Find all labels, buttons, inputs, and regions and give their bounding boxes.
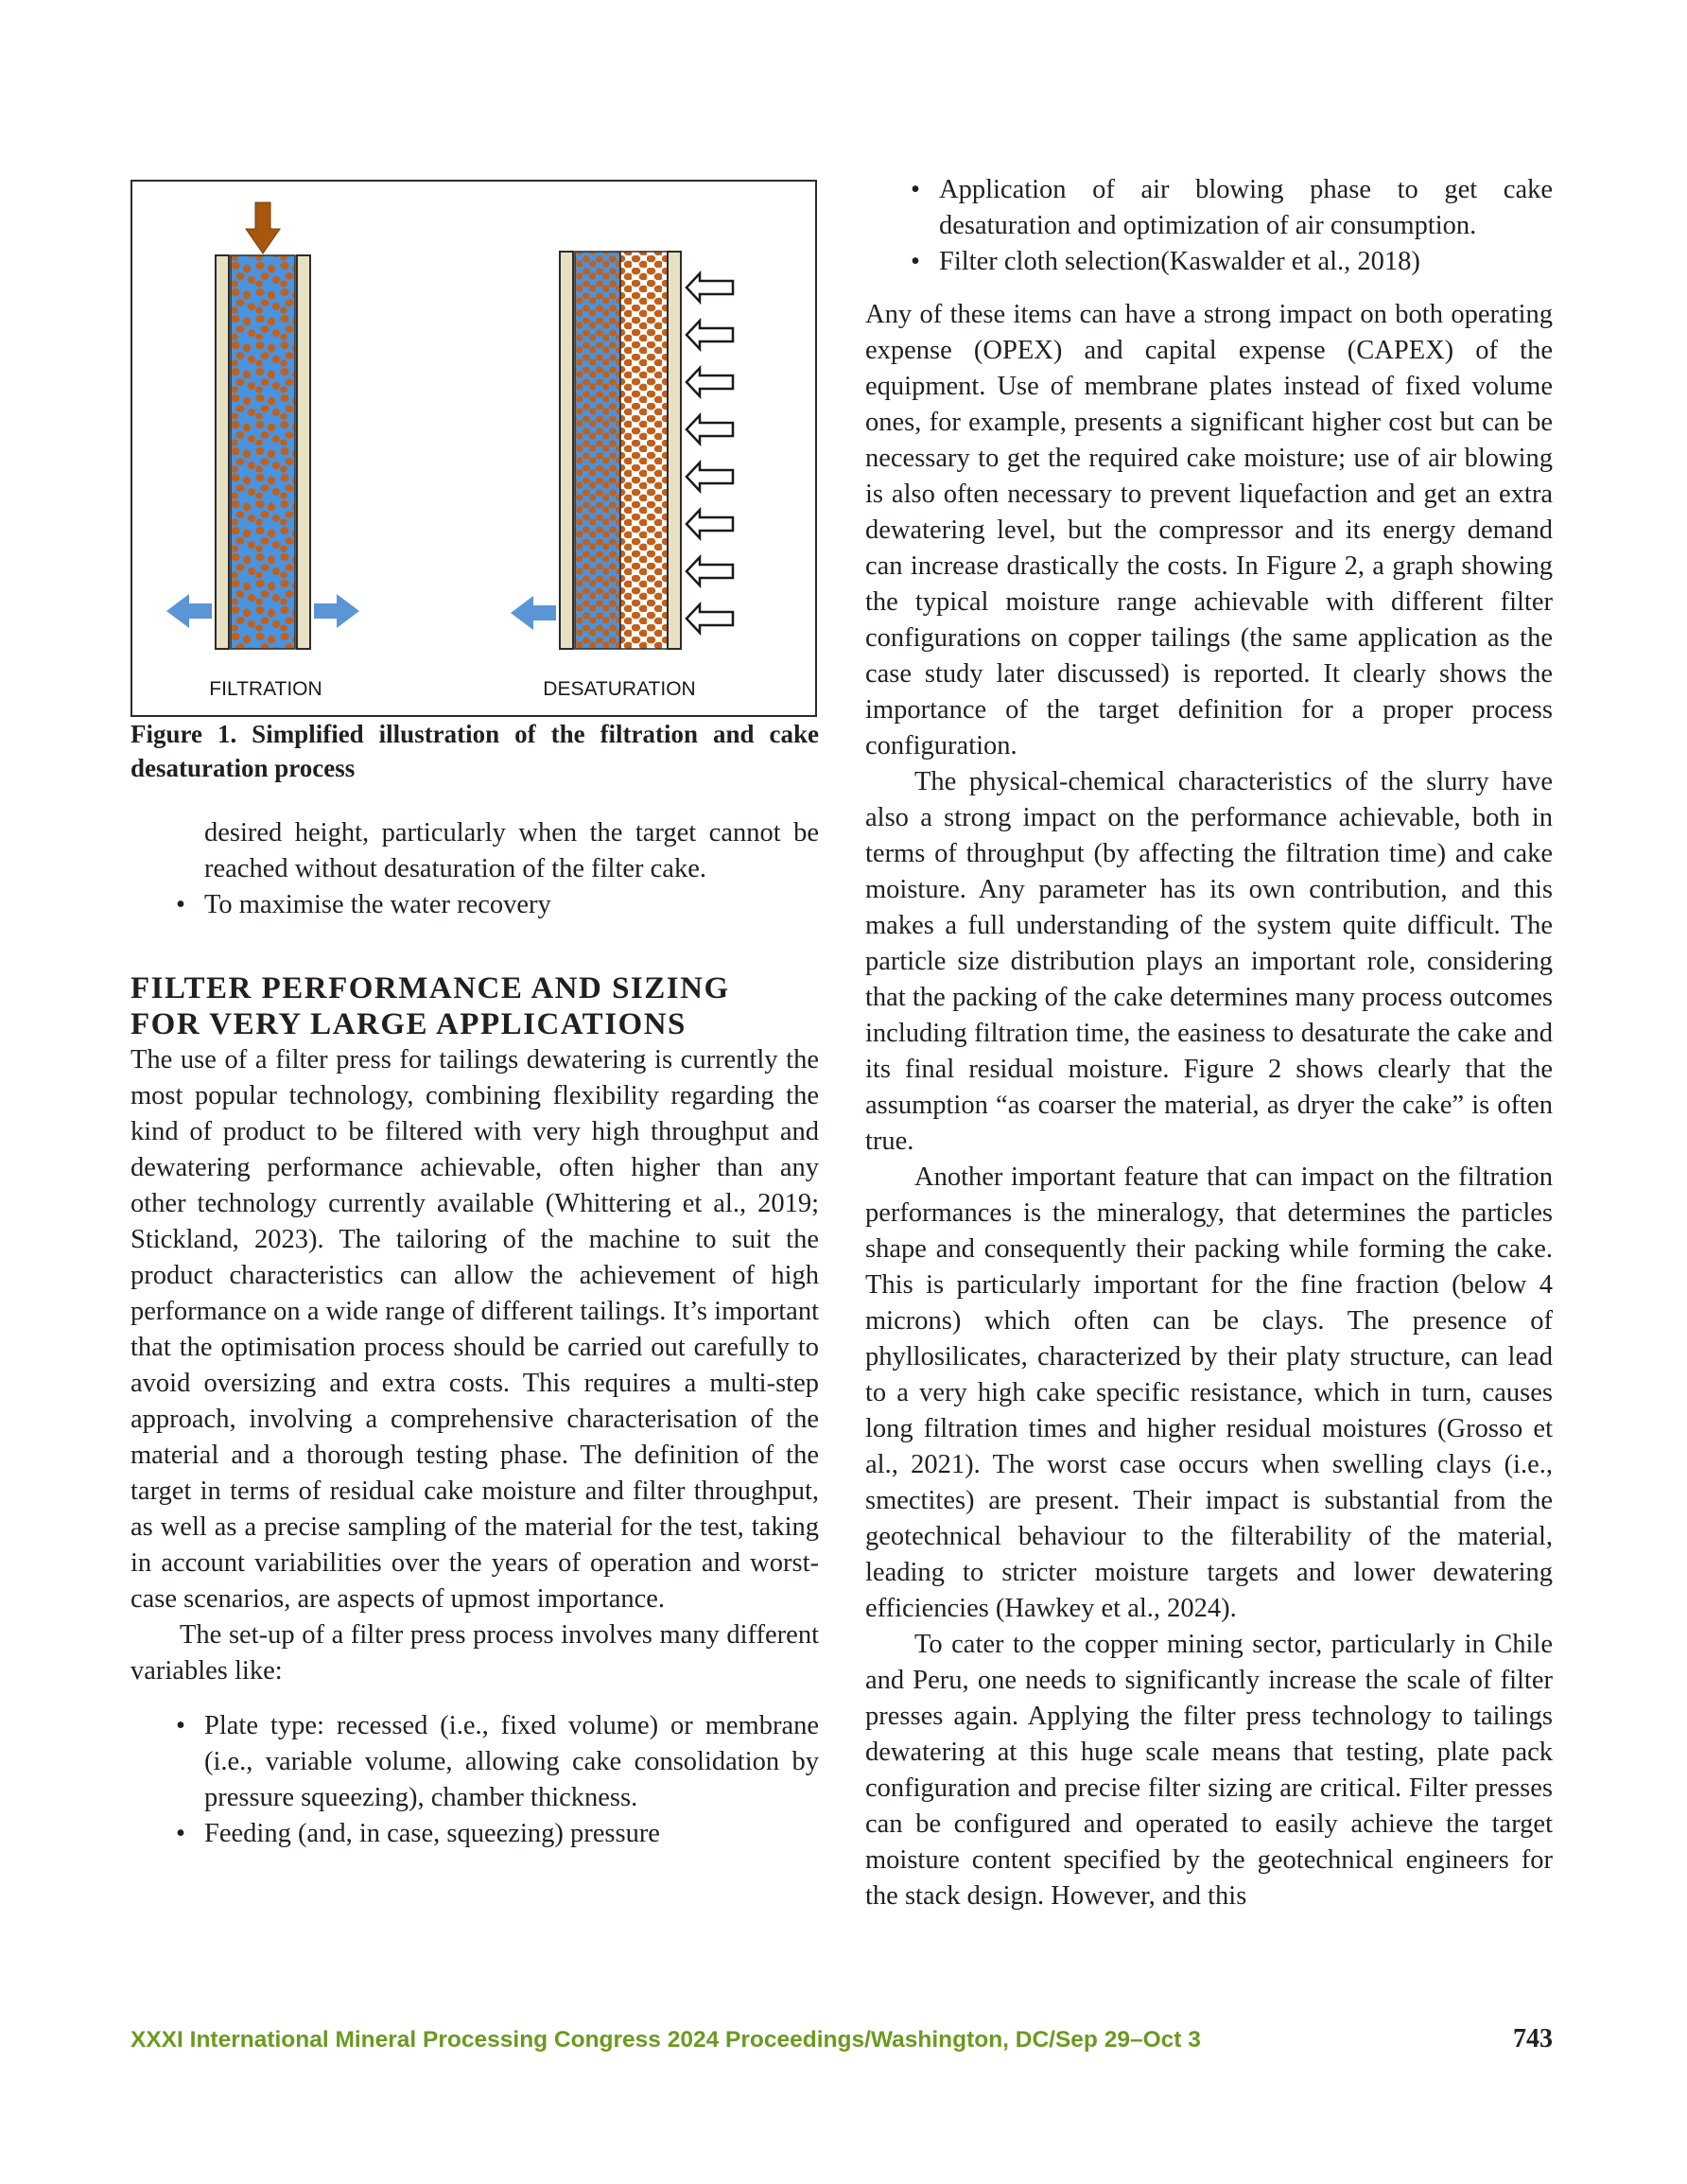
list-item: • To maximise the water recovery	[176, 890, 551, 919]
figure-caption: Figure 1. Simplified illustration of the filtration and cake desaturation process	[130, 720, 819, 782]
air-arrow-icon	[687, 557, 733, 585]
feed-arrow-icon	[246, 202, 280, 253]
footer-proceedings: XXXI International Mineral Processing Congress 2024 Proceedings/Washington, DC/Sep 29–Oct 3	[130, 2027, 1201, 2053]
air-arrow-icon	[687, 604, 733, 633]
filtrate-left-arrow-icon	[511, 596, 556, 630]
air-blow-arrows	[687, 273, 733, 633]
section-heading: FILTER PERFORMANCE AND SIZING FOR VERY LARGE APPLICATIONS	[130, 971, 730, 1041]
air-arrow-icon	[687, 368, 733, 396]
list-item: • Filter cloth selection(Kaswalder et al., 2018)	[911, 247, 1420, 276]
filtration-unit	[166, 202, 359, 649]
list-item: • Plate type: recessed (i.e., fixed volume) or membrane (i.e., variable volume, allowing cake consolidation by pressure squeezing), chamber thickness.	[176, 1711, 819, 1812]
air-arrow-icon	[687, 321, 733, 349]
right-column	[865, 172, 1553, 1914]
air-arrow-icon	[687, 273, 733, 302]
paragraph: The set-up of a filter press process involves many different variables like:	[130, 1620, 819, 1686]
paragraph: The physical-chemical characteristics of the slurry have also a strong impact on the performance achievable, both in terms of throughput (by affecting the filtration time) and cake moisture. Any parameter has its own contribution, and this makes a full understanding of the system quite difficult. The particle size distribution plays an important role, considering that the packing of the cake determines many process outcomes including filtration time, the easiness to desaturate the cake and its final residual moisture. Figure 2 shows clearly that the assumption “as coarser the material, as dryer the cake” is often true.	[865, 767, 1553, 1156]
left-column	[130, 180, 819, 1852]
continued-bullet-text: desired height, particularly when the target cannot be reached without desaturation of the filter cake.	[204, 818, 819, 883]
filtration-label: FILTRATION	[209, 678, 322, 700]
desaturation-label: DESATURATION	[543, 678, 696, 700]
air-arrow-icon	[687, 463, 733, 491]
paragraph: To cater to the copper mining sector, particularly in Chile and Peru, one needs to significantly increase the scale of filter presses again. Applying the filter press technology to tailings dewatering at this huge scale means that testing, plate pack configuration and precise filter sizing are critical. Filter presses can be configured and operated to easily achieve the target moisture content specified by the geotechnical engineers for the stack design. However, and this	[865, 1630, 1553, 1911]
page-number: 743	[1513, 2024, 1553, 2053]
figure-1	[130, 180, 817, 717]
air-arrow-icon	[687, 510, 733, 538]
list-item: • Application of air blowing phase to get cake desaturation and optimization of air consumption.	[911, 175, 1553, 240]
desaturation-unit	[511, 252, 733, 649]
list-item: • Feeding (and, in case, squeezing) pressure	[176, 1819, 660, 1848]
paragraph: Any of these items can have a strong impact on both operating expense (OPEX) and capital expense (CAPEX) of the equipment. Use of membrane plates instead of fixed volume ones, for example, presents a significant higher cost but can be necessary to get the required cake moisture; use of air blowing is also often necessary to prevent liquefaction and get an extra dewatering level, but the compressor and its energy demand can increase drastically the costs. In Figure 2, a graph showing the typical moisture range achievable with different filter configurations on copper tailings (the same application as the case study later discussed) is reported. It clearly shows the importance of the target definition for a proper process configuration.	[865, 300, 1553, 760]
paragraph: Another important feature that can impact on the filtration performances is the mineralogy, that determines the particles shape and consequently their packing while forming the cake. This is particularly important for the fine fraction (below 4 microns) which often can be clays. The presence of phyllosilicates, characterized by their platy structure, can lead to a very high cake specific resistance, which in turn, causes long filtration times and higher residual moistures (Grosso et al., 2021). The worst case occurs when swelling clays (i.e., smectites) are present. Their impact is substantial from the geotechnical behaviour to the filterability of the material, leading to stricter moisture targets and lower dewatering efficiencies (Hawkey et al., 2024).	[865, 1162, 1553, 1623]
filtration-desaturation-illustration	[132, 182, 819, 719]
filtrate-left-arrow-icon	[166, 594, 212, 628]
air-arrow-icon	[687, 415, 733, 444]
filtrate-right-arrow-icon	[314, 594, 359, 628]
paragraph: The use of a filter press for tailings dewatering is currently the most popular technology, combining flexibility regarding the kind of product to be filtered with very high throughput and dewatering performance achievable, often higher than any other technology currently available (Whittering et al., 2019; Stickland, 2023). The tailoring of the machine to suit the product characteristics can allow the achievement of high performance on a wide range of different tailings. It’s important that the optimisation process should be carried out carefully to avoid oversizing and extra costs. This requires a multi-step approach, involving a comprehensive characterisation of the material and a thorough testing phase. The definition of the target in terms of residual cake moisture and filter throughput, as well as a precise sampling of the material for the test, taking in account variabilities over the years of operation and worst-case scenarios, are aspects of upmost importance.	[130, 1045, 819, 1614]
